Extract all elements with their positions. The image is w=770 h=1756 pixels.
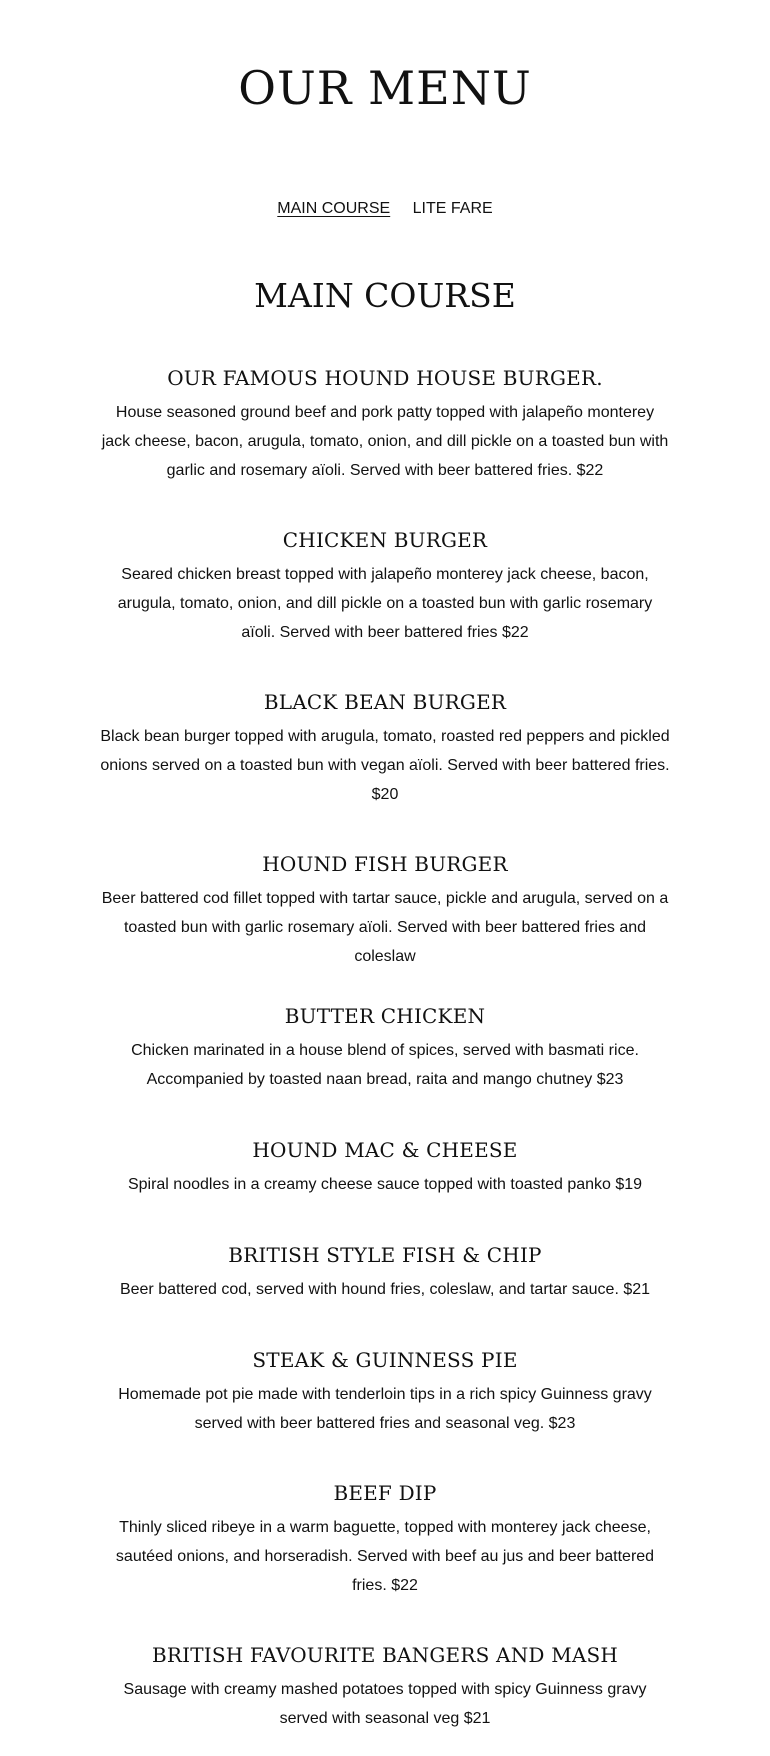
menu-item	[100, 1134, 670, 1199]
menu-item-description: Homemade pot pie made with tenderloin tips in a rich spicy Guinness gravy served with beer battered fries and seasonal veg. $23	[118, 1386, 652, 1432]
menu-item-description: Black bean burger topped with arugula, tomato, roasted red peppers and pickled onions served on a toasted bun with vegan aïoli. Served with beer battered fries. $20	[100, 728, 670, 803]
menu-item	[100, 1000, 670, 1094]
menu-item-description: Seared chicken breast topped with jalapeño monterey jack cheese, bacon, arugula, tomato, onion, and dill pickle on a toasted bun with garlic rosemary aïoli. Served with beer battered fries $22	[117, 566, 653, 641]
menu-item	[100, 1639, 670, 1733]
menu-item-name: BEEF DIP	[333, 1481, 437, 1505]
menu-item-name: BRITISH STYLE FISH & CHIP	[228, 1243, 542, 1267]
menu-item-description: Beer battered cod fillet topped with tartar sauce, pickle and arugula, served on a toasted bun with garlic rosemary aïoli. Served with beer battered fries and coleslaw	[101, 890, 669, 965]
menu-item	[100, 1477, 670, 1600]
menu-item	[100, 524, 670, 647]
menu-item-description: Thinly sliced ribeye in a warm baguette, topped with monterey jack cheese, sautéed onions, and horseradish. Served with beef au jus and beer battered fries. $22	[115, 1519, 655, 1594]
menu-item-name: BLACK BEAN BURGER	[263, 690, 507, 714]
menu-item	[100, 848, 670, 971]
menu-item-description: Sausage with creamy mashed potatoes topped with spicy Guinness gravy served with seasonal veg $21	[123, 1681, 647, 1727]
menu-item-name: HOUND MAC & CHEESE	[252, 1138, 518, 1162]
menu-item	[100, 686, 670, 809]
menu-item-name: CHICKEN BURGER	[282, 528, 488, 552]
menu-item-description: Spiral noodles in a creamy cheese sauce topped with toasted panko $19	[127, 1176, 643, 1193]
menu-tabs	[0, 197, 770, 221]
menu-item-description: Chicken marinated in a house blend of spices, served with basmati rice. Accompanied by toasted naan bread, raita and mango chutney $23	[131, 1042, 639, 1088]
menu-item	[100, 362, 670, 485]
menu-item-name: BRITISH FAVOURITE BANGERS AND MASH	[151, 1643, 619, 1667]
tab-lite-fare[interactable]: LITE FARE	[412, 200, 493, 217]
menu-item-description: House seasoned ground beef and pork patty topped with jalapeño monterey jack cheese, bacon, arugula, tomato, onion, and dill pickle on a toasted bun with garlic and rosemary aïoli. Served with beer battered fries. $22	[101, 404, 669, 479]
menu-item-name: HOUND FISH BURGER	[262, 852, 508, 876]
menu-item-name: STEAK & GUINNESS PIE	[252, 1348, 518, 1372]
menu-item-name: BUTTER CHICKEN	[284, 1004, 486, 1028]
tab-main-course[interactable]: MAIN COURSE	[277, 200, 391, 217]
menu-item	[100, 1344, 670, 1438]
menu-item-name: OUR FAMOUS HOUND HOUSE BURGER.	[167, 366, 603, 390]
page-title: OUR MENU	[238, 61, 532, 115]
menu-item	[100, 1239, 670, 1304]
menu-item-description: Beer battered cod, served with hound fries, coleslaw, and tartar sauce. $21	[119, 1281, 651, 1298]
section-title: MAIN COURSE	[254, 276, 516, 315]
